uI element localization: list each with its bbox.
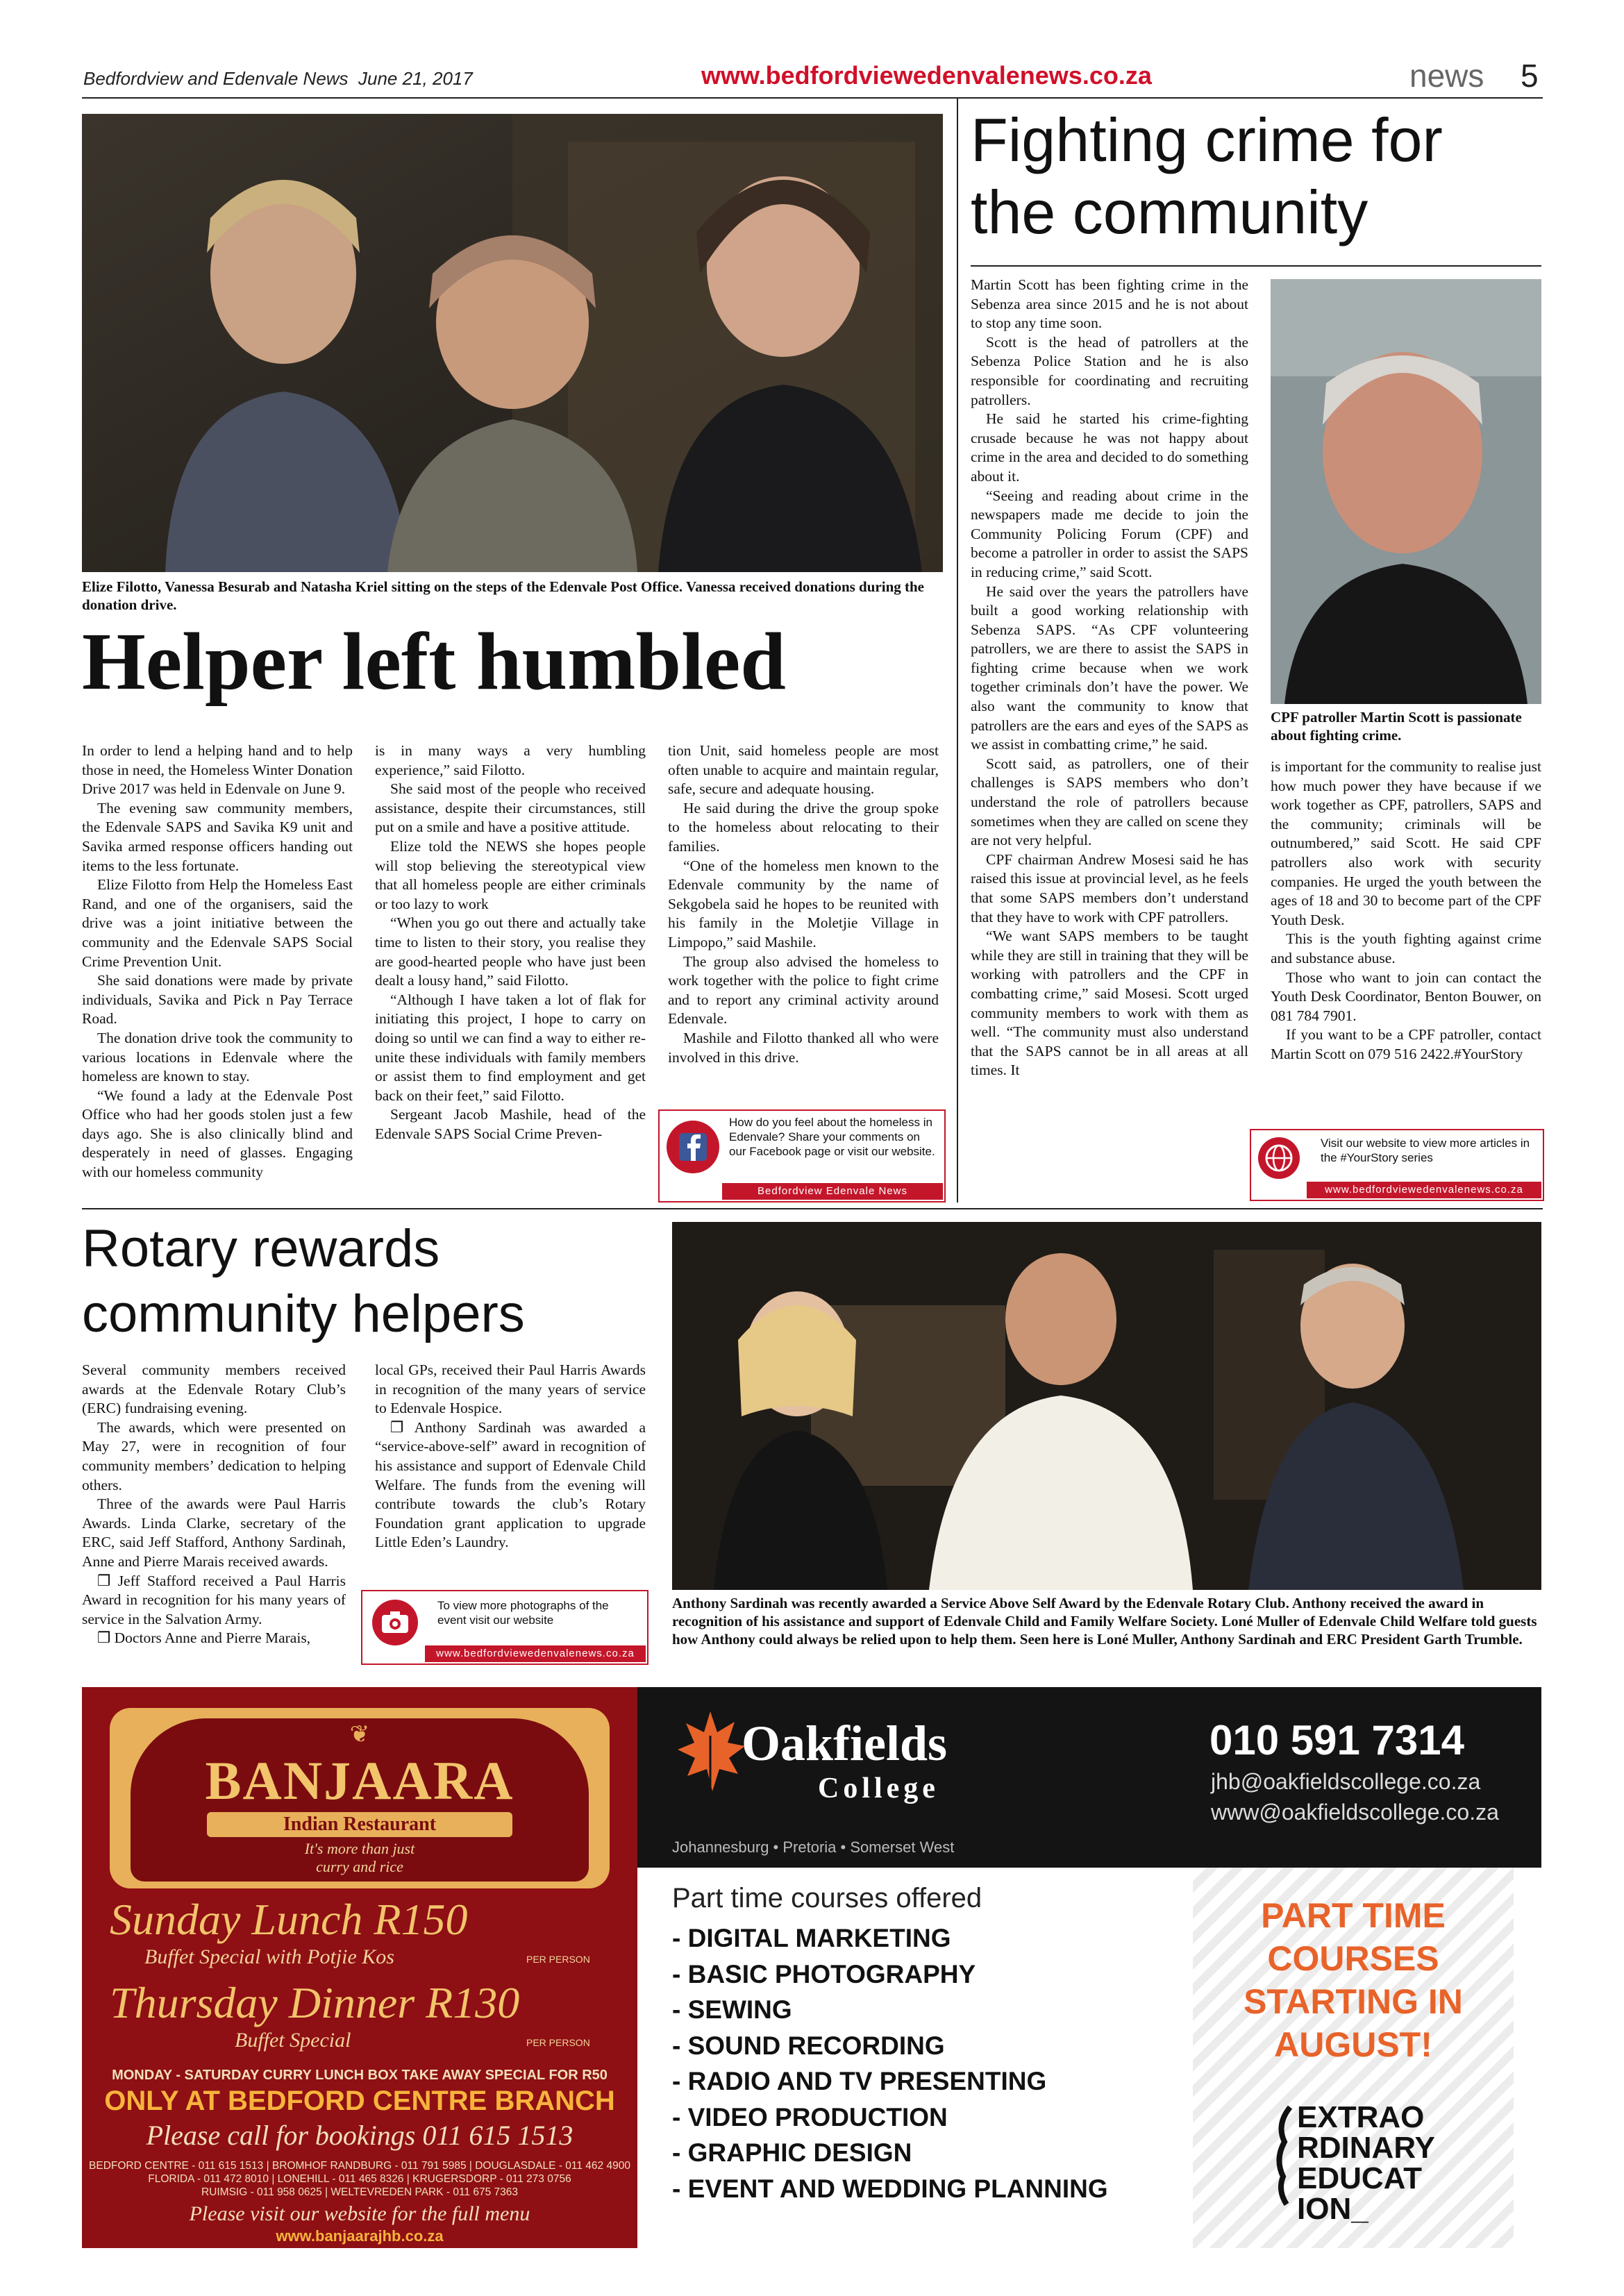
paragraph: She said most of the people who received assistance, despite their circumstances, still put on a smile and have a positive attitude.: [375, 780, 646, 836]
headline-line: community helpers: [82, 1284, 525, 1343]
paragraph: ❒ Jeff Stafford received a Paul Harris Award in recognition for his many years of service in the Salvation Army.: [82, 1572, 346, 1627]
banjaara-subtitle: Indian Restaurant: [207, 1812, 512, 1837]
page-number: 5: [1521, 58, 1539, 94]
cta-line: STARTING IN: [1244, 1982, 1463, 2021]
headline-helper: Helper left humbled: [82, 616, 786, 707]
website-promo-text: Visit our website to view more articles in the #YourStory series: [1321, 1137, 1530, 1164]
globe-icon[interactable]: [1258, 1137, 1300, 1179]
photos-promo-bar[interactable]: www.bedfordviewedenvalenews.co.za: [425, 1645, 646, 1662]
helper-column-3: [668, 741, 939, 1067]
photo-martin-scott: [1271, 279, 1541, 704]
column-divider: [957, 99, 958, 1203]
paragraph: Scott is the head of patrollers at the Sebenza Police Station and he is also responsible for coordinating and recruiting patrollers.: [971, 333, 1248, 408]
crime-column-2: [1271, 757, 1541, 1064]
helper-column-1: [82, 741, 353, 1182]
paragraph: He said over the years the patrollers have built a good working relationship with Sebenza SAPS. “As CPF volunteering patrollers, we are there to assist the SAPS in fighting crime because when we work together criminals don’t have the power. We also want the community to know that patrollers are the ears and eyes of the SAPS as we assist in combatting crime,” he said.: [971, 583, 1248, 753]
photo-helper: [82, 114, 943, 572]
masthead-rule: [82, 97, 1543, 99]
facebook-icon[interactable]: [667, 1121, 719, 1173]
headline-line: Rotary rewards: [82, 1219, 440, 1278]
slogan-line: EDUCAT: [1297, 2161, 1423, 2195]
portrait-illustration: [1271, 279, 1541, 704]
course-item: - EVENT AND WEDDING PLANNING: [672, 2174, 1108, 2203]
oakfields-course-list: [672, 1920, 1108, 2206]
photo-caption-scott: CPF patroller Martin Scott is passionate about fighting crime.: [1271, 709, 1522, 744]
paragraph: The group also advised the homeless to work together with the police to fight crime and to report any criminal activity around Edenvale.: [668, 953, 939, 1028]
paragraph: In order to lend a helping hand and to help those in need, the Homeless Winter Donation Drive 2017 was held in Edenvale on June 9.: [82, 742, 353, 798]
banjaara-per-person-1: PER PERSON: [526, 1954, 590, 1965]
banjaara-ad[interactable]: [82, 1687, 637, 2248]
oakfields-cta-panel: [1193, 1868, 1514, 2248]
paragraph: “One of the homeless men known to the Edenvale community by the name of Sekgobela said he hopes to be reunited with his family in the Moletjie Village in Limpopo,” said Mashile.: [668, 857, 939, 950]
oakfields-locations: Johannesburg • Pretoria • Somerset West: [672, 1838, 955, 1856]
paragraph: is important for the community to realise just how much power they have because if we work together as CPF, patrollers, SAPS and the community; criminals will be outnumbered,” said Scott. He said CPF patrollers also work with security companies. He urged the youth between the ages of 18 and 30 to become part of the CPF Youth Desk.: [1271, 758, 1541, 928]
banjaara-branches: [89, 2159, 630, 2199]
paragraph: “When you go out there and actually take time to listen to their story, you realise they are good-hearted people who have just been dealt a lousy hand,” said Filotto.: [375, 914, 646, 989]
masthead-url[interactable]: www.bedfordviewedenvalenews.co.za: [701, 61, 1152, 90]
course-item: - VIDEO PRODUCTION: [672, 2102, 948, 2131]
cta-line: PART TIME: [1261, 1896, 1446, 1935]
oakfields-website[interactable]: www@oakfieldscollege.co.za: [1211, 1800, 1499, 1825]
banjaara-booking: Please call for bookings 011 615 1513: [146, 2120, 574, 2151]
headline-line: Fighting crime for: [971, 106, 1443, 174]
section-rule: [82, 1208, 1543, 1209]
banjaara-tagline-2: curry and rice: [316, 1858, 403, 1875]
cta-line: AUGUST!: [1274, 2025, 1432, 2064]
paragraph: Those who want to join can contact the Youth Desk Coordinator, Benton Bouwer, on 081 784 7901.: [1271, 969, 1541, 1024]
masthead-date: June 21, 2017: [358, 68, 473, 89]
paragraph: Three of the awards were Paul Harris Awards. Linda Clarke, secretary of the ERC, said Jeff Stafford, Anthony Sardinah, Anne and Pierre Marais received awards.: [82, 1495, 346, 1570]
cta-line: COURSES: [1267, 1939, 1439, 1978]
course-item: - SEWING: [672, 1995, 792, 2024]
slogan-line: RDINARY: [1297, 2131, 1435, 2165]
paragraph: She said donations were made by private individuals, Savika and Pick n Pay Terrace Road.: [82, 972, 353, 1028]
paragraph: ❒ Anthony Sardinah was awarded a “service-above-self” award in recognition of his assistance and support of Edenvale Child Welfare. The funds from the evening will contribute towards the club’s Rotary Foundation grant application to upgrade Little Eden’s Laundry.: [375, 1418, 646, 1551]
paragraph: If you want to be a CPF patroller, contact Martin Scott on 079 516 2422.#YourStory: [1271, 1026, 1541, 1062]
facebook-promo-bar: Bedfordview Edenvale News: [722, 1183, 943, 1200]
headline-rule: [971, 265, 1541, 267]
paragraph: Martin Scott has been fighting crime in the Sebenza area since 2015 and he is not about to stop any time soon.: [971, 276, 1248, 332]
slogan-line: ION_: [1297, 2192, 1368, 2226]
branch-line: RUIMSIG - 011 958 0625 | WELTEVREDEN PARK - 011 675 7363: [201, 2186, 519, 2198]
oakfields-header: [637, 1687, 1541, 1868]
award-photo-illustration: [672, 1222, 1541, 1590]
paragraph: “We found a lady at the Edenvale Post Office who had her goods stolen just a few days ago. She is also clinically blind and desperately in need of glasses. Engaging with our homeless community: [82, 1087, 353, 1181]
course-item: - SOUND RECORDING: [672, 2031, 945, 2060]
headline-crime: [971, 104, 1443, 249]
facebook-promo-text: How do you feel about the homeless in Edenvale? Share your comments on our Facebook page or visit our website.: [729, 1116, 935, 1158]
facebook-promo-box[interactable]: [658, 1109, 946, 1203]
paragraph: local GPs, received their Paul Harris Awards in recognition of the many years of service to Edenvale Hospice.: [375, 1361, 646, 1417]
photos-promo-text: To view more photographs of the event visit our website: [437, 1599, 609, 1627]
masthead-publication: Bedfordview and Edenvale News June 21, 2017: [83, 68, 473, 89]
paragraph: “Seeing and reading about crime in the newspapers made me decide to join the Community Policing Forum (CPF) and become a patroller in order to assist the SAPS in reducing crime,” said Scott.: [971, 487, 1248, 580]
ornament-icon: ❦: [349, 1720, 370, 1748]
paragraph: Several community members received awards at the Edenvale Rotary Club’s (ERC) fundraising evening.: [82, 1361, 346, 1417]
paragraph: is in many ways a very humbling experience,” said Filotto.: [375, 742, 646, 778]
banjaara-sunday-sub: Buffet Special with Potjie Kos: [144, 1945, 394, 1968]
course-item: - GRAPHIC DESIGN: [672, 2138, 912, 2167]
banjaara-thursday-sub: Buffet Special: [235, 2029, 351, 2052]
oakfields-slogan: [1297, 2102, 1435, 2224]
paragraph: tion Unit, said homeless people are most often unable to acquire and maintain regular, safe, secure and adequate housing.: [668, 742, 939, 798]
paragraph: Elize told the NEWS she hopes people will stop believing the stereotypical view that all homeless people are either criminals or too lazy to work: [375, 837, 646, 912]
oakfields-phone[interactable]: 010 591 7314: [1209, 1717, 1465, 1763]
section-label: news: [1409, 58, 1484, 94]
paragraph: He said he started his crime-fighting crusade because he was not happy about crime in the area and decided to do something about it.: [971, 410, 1248, 485]
oakfields-email[interactable]: jhb@oakfieldscollege.co.za: [1211, 1769, 1481, 1794]
paragraph: “We want SAPS members to be taught while they are still in training that they will be working with patrollers and the CPF in combatting crime,” said Mosesi. Scott urged community members to work with them as well. “The community must also understand that the SAPS cannot be in all areas at all times. It: [971, 928, 1248, 1079]
website-promo-bar[interactable]: www.bedfordviewedenvalenews.co.za: [1307, 1182, 1541, 1198]
banjaara-thursday-offer: Thursday Dinner R130: [110, 1978, 520, 2027]
paragraph: CPF chairman Andrew Mosesi said he has raised this issue at provincial level, as he feels that some SAPS members don’t understand that they have to work with CPF patrollers.: [971, 850, 1248, 925]
course-item: - RADIO AND TV PRESENTING: [672, 2067, 1047, 2095]
banjaara-tagline-1: It's more than just: [304, 1840, 415, 1857]
banjaara-website[interactable]: www.banjaarajhb.co.za: [276, 2227, 444, 2245]
branch-line: BEDFORD CENTRE - 011 615 1513 | BROMHOF RANDBURG - 011 791 5985 | DOUGLASDALE - 011 462 4900: [89, 2160, 630, 2172]
rotary-column-1: [82, 1361, 346, 1648]
paragraph: The awards, which were presented on May 27, were in recognition of four community members’ dedication to helping others.: [82, 1418, 346, 1493]
branch-line: FLORIDA - 011 472 8010 | LONEHILL - 011 465 8326 | KRUGERSDORP - 011 273 0756: [148, 2173, 571, 2185]
headline-line: the community: [971, 178, 1368, 246]
paragraph: Sergeant Jacob Mashile, head of the Edenvale SAPS Social Crime Preven-: [375, 1106, 646, 1142]
photo-caption-rotary: Anthony Sardinah was recently awarded a Service Above Self Award by the Edenvale Rotary Club. Anthony received the award in recognition of his assistance and support of Edenvale Child and Family Welfare Society. Loné Muller of Edenvale Child Welfare told guests how Anthony could always be relied upon to help them. Seen here is Loné Muller, Anthony Sardinah and ERC President Garth Trumble.: [672, 1595, 1537, 1648]
banjaara-branch-promo: ONLY AT BEDFORD CENTRE BRANCH: [104, 2086, 615, 2116]
paragraph: Mashile and Filotto thanked all who were involved in this drive.: [668, 1029, 939, 1066]
photos-promo-box[interactable]: [361, 1590, 648, 1665]
website-promo-box[interactable]: [1250, 1129, 1544, 1201]
paragraph: Scott said, as patrollers, one of their challenges is SAPS members who don’t understand the role of patrollers because sometimes when they are called on scene they are not very helpful.: [971, 755, 1248, 849]
banjaara-website-line: Please visit our website for the full menu: [189, 2202, 530, 2225]
oakfields-intro: Part time courses offered: [672, 1883, 982, 1913]
oak-leaf-icon: [672, 1708, 748, 1798]
crime-column-1: [971, 276, 1248, 1080]
paragraph: The evening saw community members, the Edenvale SAPS and Savika K9 unit and Savika armed response officers handing out items to the less fortunate.: [82, 799, 353, 874]
paragraph: ❒ Doctors Anne and Pierre Marais,: [97, 1629, 311, 1647]
banjaara-brand: BANJAARA: [205, 1750, 514, 1811]
banjaara-sunday-offer: Sunday Lunch R150: [110, 1895, 468, 1944]
slogan-line: EXTRAO: [1297, 2100, 1425, 2134]
helper-column-2: [375, 741, 646, 1143]
paragraph: “Although I have taken a lot of flak for initiating this project, I hope to carry on doing so until we can find a way to either re-unite these individuals with family members or assist them to find employment and get back on their feet,” said Filotto.: [375, 991, 646, 1104]
course-item: - BASIC PHOTOGRAPHY: [672, 1959, 976, 1988]
oakfields-brand: Oakfields: [742, 1716, 948, 1771]
oakfields-ad[interactable]: [637, 1687, 1541, 2248]
headline-rotary: [82, 1216, 525, 1347]
oakfields-cta: [1193, 1894, 1514, 2066]
paragraph: Elize Filotto from Help the Homeless East Rand, and one of the organisers, said the drive was a joint initiative between the community and the Edenvale SAPS Social Crime Prevention Unit.: [82, 876, 353, 970]
paragraph: He said during the drive the group spoke to the homeless about relocating to their families.: [668, 799, 939, 855]
photo-caption-helper: Elize Filotto, Vanessa Besurab and Natasha Kriel sitting on the steps of the Edenvale Post Office. Vanessa received donations during the donation drive.: [82, 578, 924, 613]
people-photo-illustration: [82, 114, 943, 572]
banjaara-per-person-2: PER PERSON: [526, 2037, 590, 2048]
paragraph: This is the youth fighting against crime and substance abuse.: [1271, 930, 1541, 966]
photo-rotary: [672, 1222, 1541, 1590]
course-item: - DIGITAL MARKETING: [672, 1924, 951, 1952]
paragraph: The donation drive took the community to various locations in Edenvale where the homeless are known to stay.: [82, 1029, 353, 1085]
camera-icon[interactable]: [372, 1600, 418, 1645]
oakfields-college: College: [818, 1773, 939, 1804]
rotary-column-2: [375, 1361, 646, 1552]
banjaara-lunchbox-promo: MONDAY - SATURDAY CURRY LUNCH BOX TAKE AWAY SPECIAL FOR R50: [112, 2068, 608, 2083]
